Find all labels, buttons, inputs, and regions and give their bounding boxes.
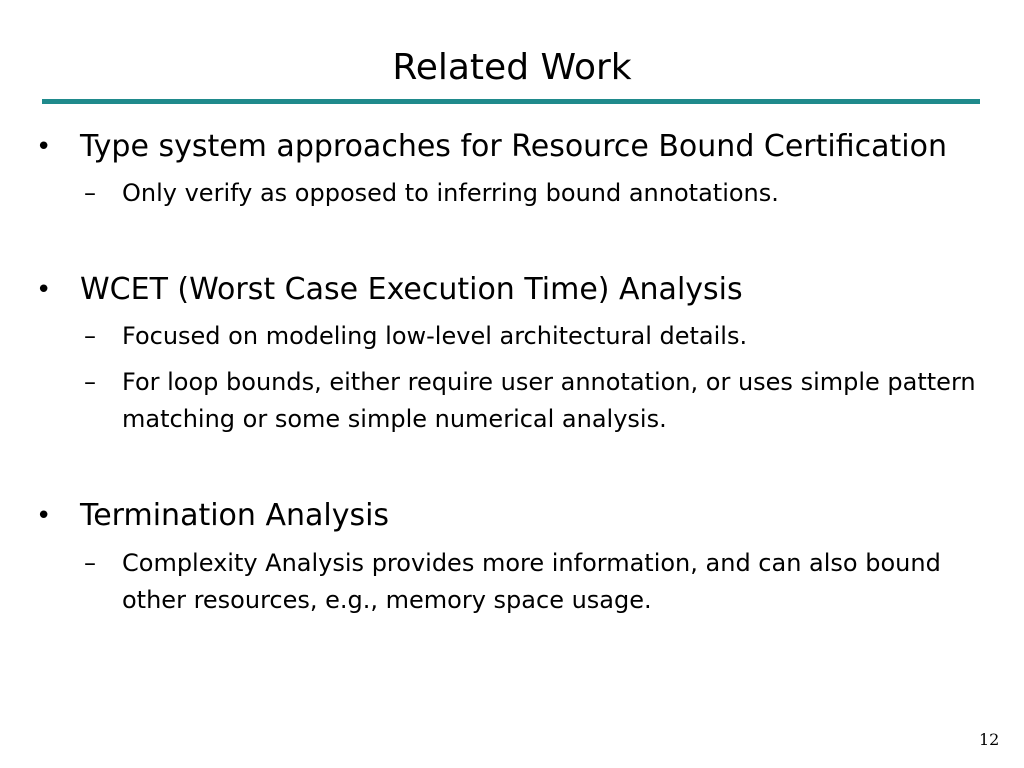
sub-bullet-item xyxy=(84,545,1012,619)
bullet-item xyxy=(36,272,1010,308)
sub-bullet-marker: – xyxy=(84,179,96,207)
sub-bullet-marker: – xyxy=(84,368,96,396)
bullet-text: Type system approaches for Resource Bound Certification xyxy=(80,129,947,164)
sub-bullet-item xyxy=(84,318,1012,355)
sub-bullet-marker: – xyxy=(84,549,96,577)
sub-bullet-text: Only verify as opposed to inferring bound annotations. xyxy=(122,179,779,207)
bullet-text: WCET (Worst Case Execution Time) Analysis xyxy=(80,272,743,307)
sub-bullet-marker: – xyxy=(84,322,96,350)
bullet-item xyxy=(36,129,1010,165)
title-underline xyxy=(42,99,980,104)
sub-bullet-item xyxy=(84,175,1012,212)
bullet-item xyxy=(36,498,1010,534)
bullet-marker: • xyxy=(36,501,52,531)
bullet-marker: • xyxy=(36,132,52,162)
sub-bullet-text: Focused on modeling low-level architectural details. xyxy=(122,322,748,350)
page-number: 12 xyxy=(979,730,1000,749)
sub-bullet-text: Complexity Analysis provides more information, and can also bound other resources, e.g., memory space usage. xyxy=(122,549,941,614)
sub-bullet-item xyxy=(84,364,1012,438)
bullet-marker: • xyxy=(36,275,52,305)
sub-bullet-text: For loop bounds, either require user annotation, or uses simple pattern matching or some simple numerical analysis. xyxy=(122,368,976,433)
slide-title: Related Work xyxy=(392,47,632,88)
bullet-text: Termination Analysis xyxy=(80,498,390,533)
